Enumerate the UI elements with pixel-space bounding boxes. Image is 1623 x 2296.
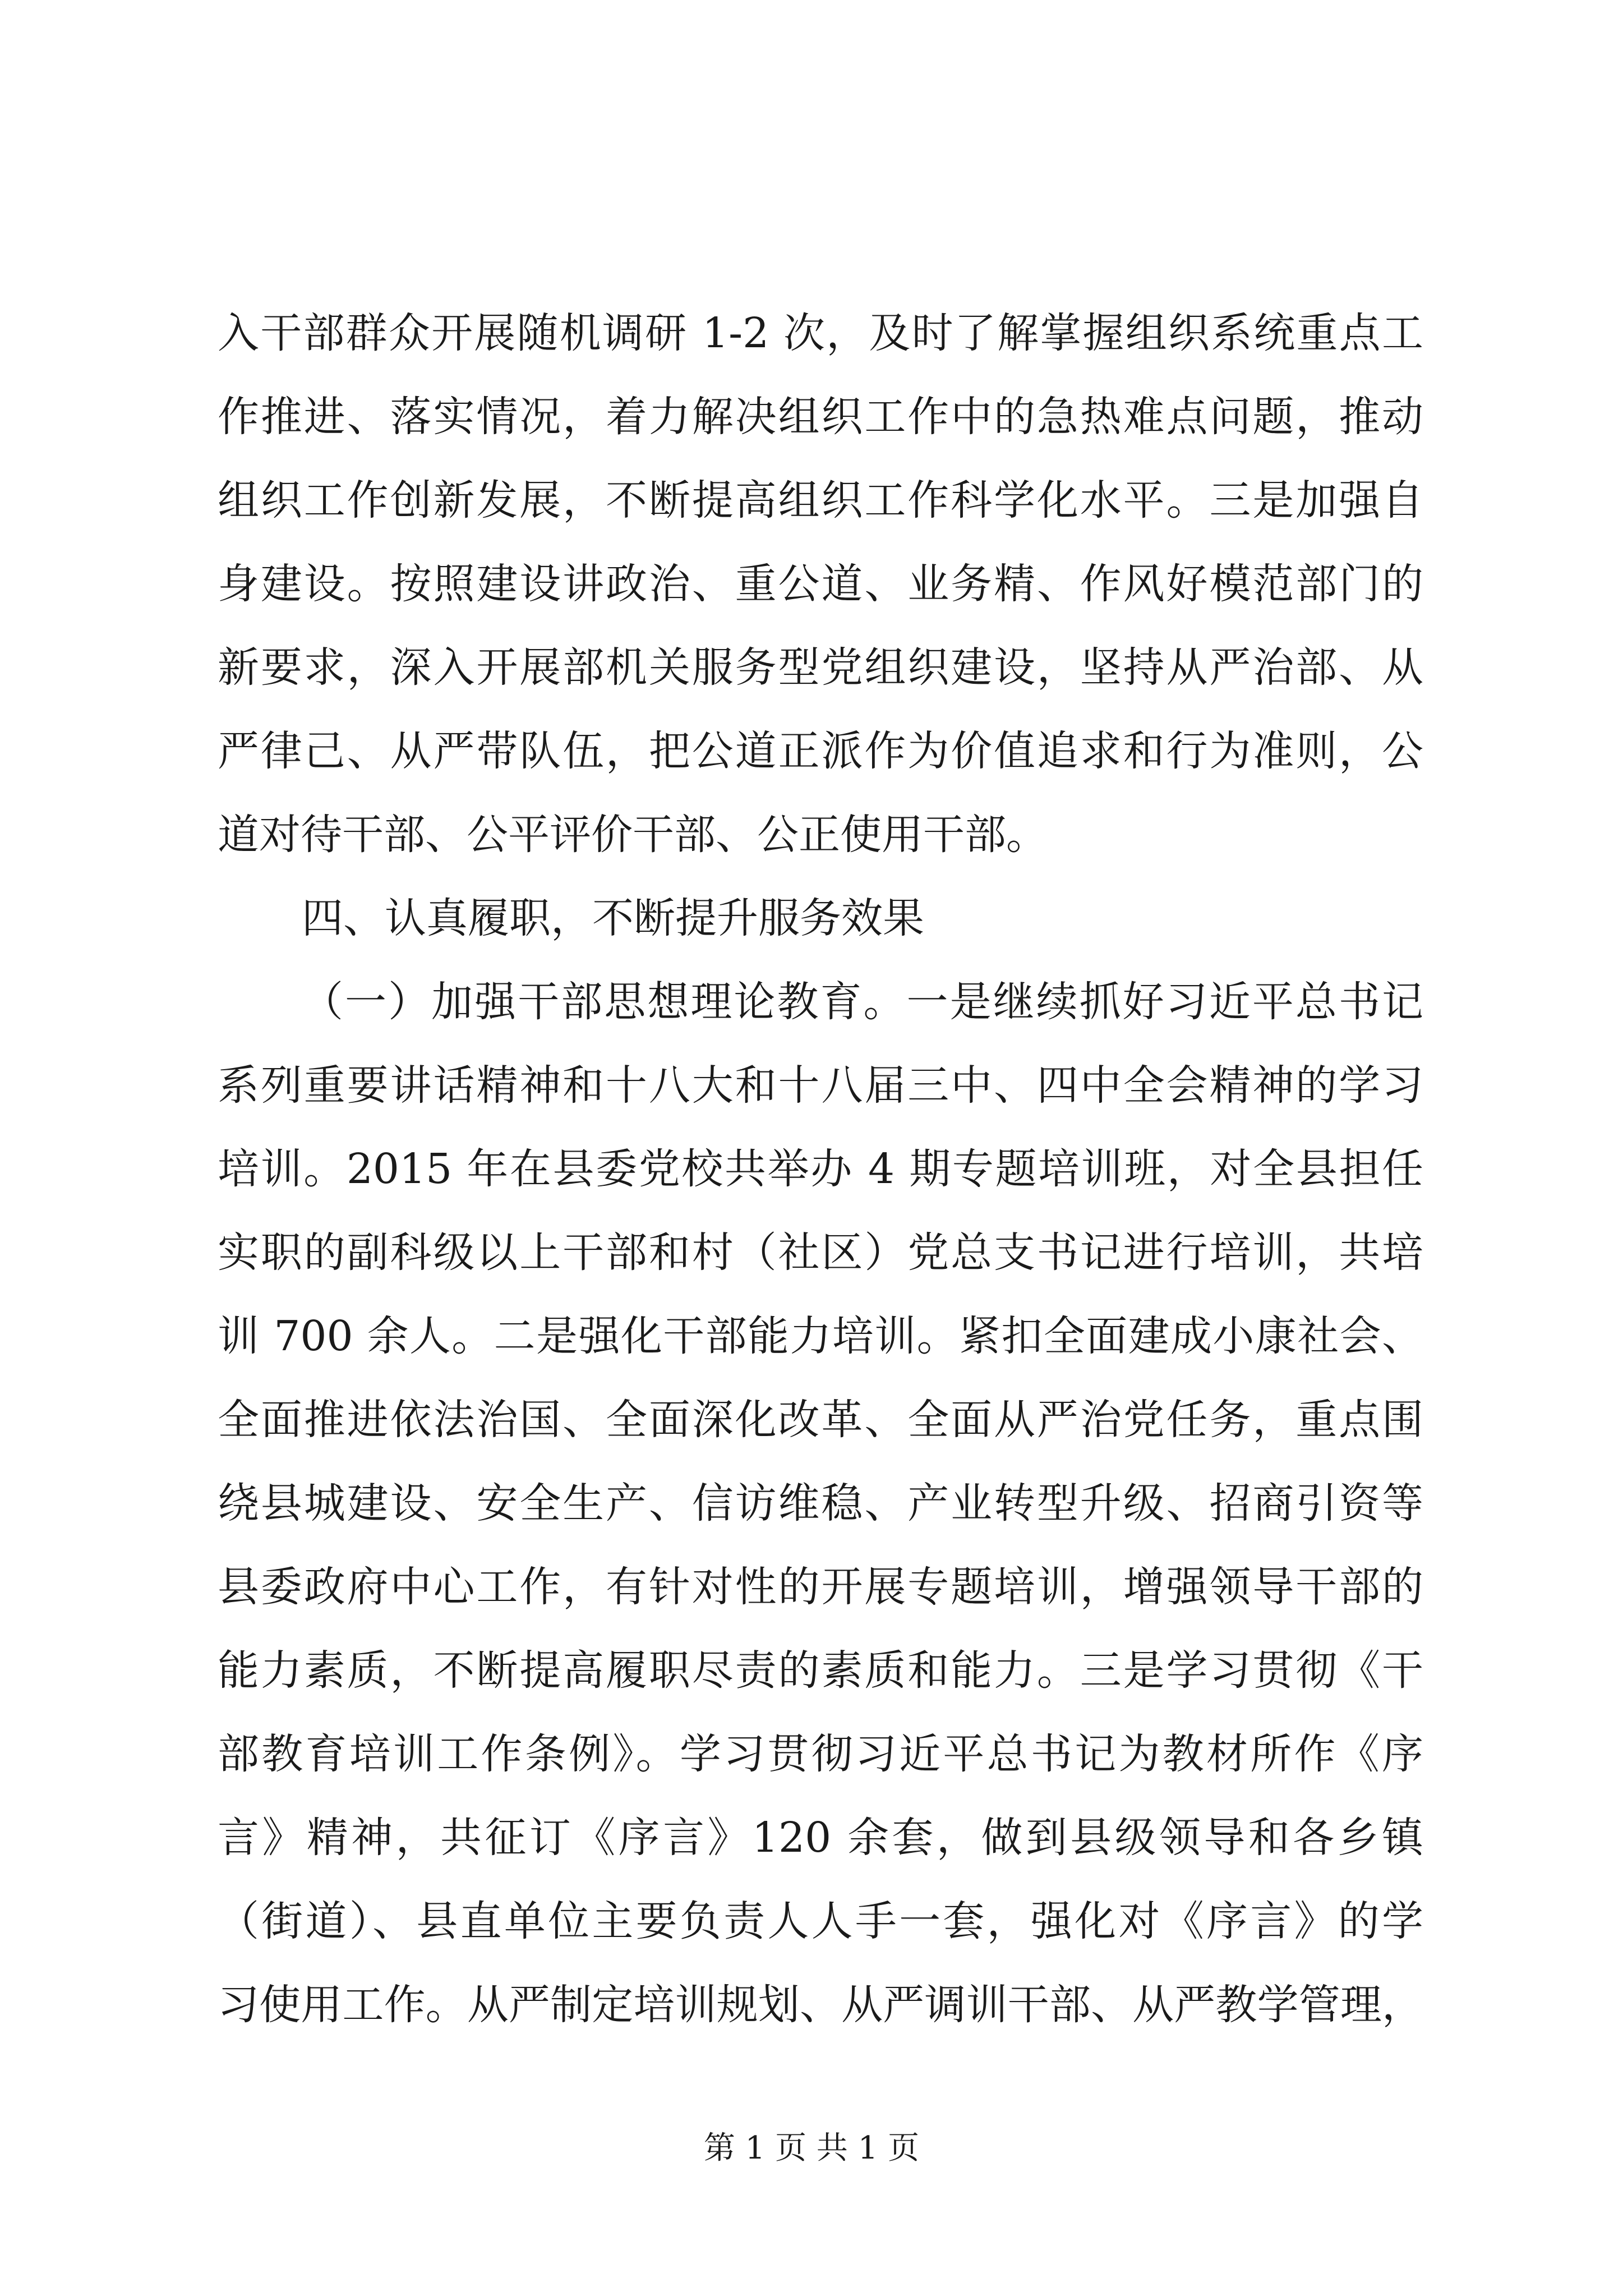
section-heading: 四、认真履职，不断提升服务效果 — [302, 894, 924, 942]
text-line: 组织工作创新发展，不断提高组织工作科学化水平。三是加强自 — [218, 476, 1423, 524]
text-line: （街道）、县直单位主要负责人人手一套，强化对《序言》的学 — [218, 1897, 1423, 1945]
text-line: 入干部群众开展随机调研 1-2 次，及时了解掌握组织系统重点工 — [218, 309, 1423, 357]
text-line: 能力素质，不断提高履职尽责的素质和能力。三是学习贯彻《干 — [218, 1646, 1423, 1695]
text-line: 系列重要讲话精神和十八大和十八届三中、四中全会精神的学习 — [218, 1061, 1423, 1110]
text-line: 言》精神，共征订《序言》120 余套，做到县级领导和各乡镇 — [218, 1814, 1423, 1862]
text-line: 培训。2015 年在县委党校共举办 4 期专题培训班，对全县担任 — [218, 1145, 1423, 1193]
text-line: 全面推进依法治国、全面深化改革、全面从严治党任务，重点围 — [218, 1396, 1423, 1444]
text-line: 习使用工作。从严制定培训规划、从严调训干部、从严教学管理， — [218, 1981, 1423, 2029]
page-footer: 第 1 页 共 1 页 — [703, 2130, 920, 2166]
text-line: 身建设。按照建设讲政治、重公道、业务精、作风好模范部门的 — [218, 560, 1423, 608]
text-line: 绕县城建设、安全生产、信访维稳、产业转型升级、招商引资等 — [218, 1479, 1423, 1527]
text-line: （一）加强干部思想理论教育。一是继续抓好习近平总书记 — [302, 978, 1423, 1026]
text-line: 训 700 余人。二是强化干部能力培训。紧扣全面建成小康社会、 — [218, 1312, 1423, 1360]
text-line: 严律己、从严带队伍，把公道正派作为价值追求和行为准则，公 — [218, 727, 1423, 775]
text-line: 部教育培训工作条例》。学习贯彻习近平总书记为教材所作《序 — [218, 1730, 1423, 1778]
text-line: 实职的副科级以上干部和村（社区）党总支书记进行培训，共培 — [218, 1228, 1423, 1277]
text-line: 道对待干部、公平评价干部、公正使用干部。 — [218, 811, 1048, 859]
text-line: 新要求，深入开展部机关服务型党组织建设，坚持从严治部、从 — [218, 643, 1423, 692]
body-text — [218, 292, 1423, 2047]
text-line: 作推进、落实情况，着力解决组织工作中的急热难点问题，推动 — [218, 393, 1423, 441]
text-line: 县委政府中心工作，有针对性的开展专题培训，增强领导干部的 — [218, 1563, 1423, 1611]
